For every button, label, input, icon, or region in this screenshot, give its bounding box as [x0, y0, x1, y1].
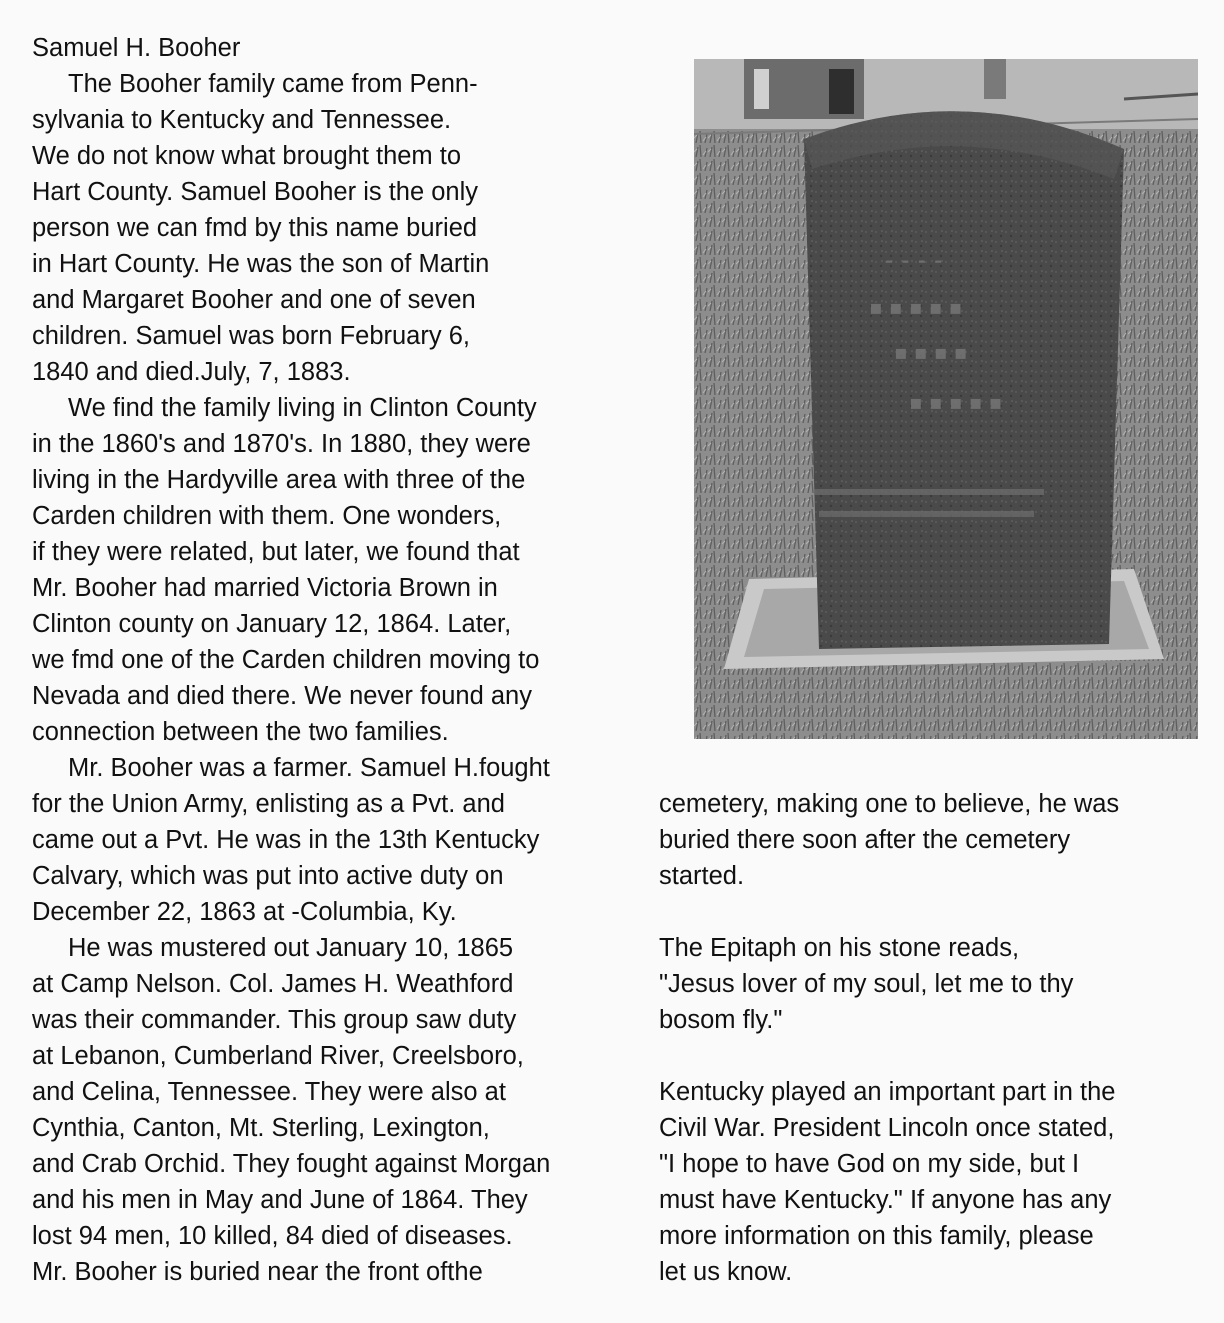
paragraph-line: connection between the two families. [32, 718, 449, 746]
paragraph-line: came out a Pvt. He was in the 13th Kentucky [32, 826, 540, 854]
paragraph-line: Mr. Booher is buried near the front ofthe [32, 1258, 483, 1286]
paragraph-line: Carden children with them. One wonders, [32, 502, 502, 530]
paragraph-line: lost 94 men, 10 killed, 84 died of diseases. [32, 1222, 513, 1250]
paragraph-line: and Celina, Tennessee. They were also at [32, 1078, 506, 1106]
paragraph-line: children. Samuel was born February 6, [32, 322, 470, 350]
paragraph-line [659, 894, 1219, 930]
paragraph-line: Nevada and died there. We never found any [32, 682, 532, 710]
paragraph-line: Civil War. President Lincoln once stated, [659, 1114, 1115, 1142]
paragraph-line: living in the Hardyville area with three of the [32, 466, 526, 494]
paragraph-line: person we can fmd by this name buried [32, 214, 478, 242]
paragraph-line: more information on this family, please [659, 1222, 1094, 1250]
paragraph-line: We do not know what brought them to [32, 142, 462, 170]
paragraph-line: He was mustered out January 10, 1865 [68, 934, 514, 962]
paragraph-line: and Margaret Booher and one of seven [32, 286, 476, 314]
paragraph-line: at Lebanon, Cumberland River, Creelsboro, [32, 1042, 524, 1070]
svg-text:▪ ▪ ▪ ▪ ▪: ▪ ▪ ▪ ▪ ▪ [869, 295, 963, 319]
svg-text:▪ ▪ ▪ ▪: ▪ ▪ ▪ ▪ [894, 340, 968, 364]
paragraph-line: "Jesus lover of my soul, let me to thy [659, 970, 1074, 998]
paragraph-line: cemetery, making one to believe, he was [659, 790, 1120, 818]
svg-text:⁃ ⁃ ⁃ ⁃: ⁃ ⁃ ⁃ ⁃ [884, 250, 944, 274]
paragraph-line: must have Kentucky." If anyone has any [659, 1186, 1112, 1214]
paragraph-line: The Booher family came from Penn- [68, 70, 478, 98]
paragraph-line: in the 1860's and 1870's. In 1880, they were [32, 430, 531, 458]
paragraph-line: bosom fly." [659, 1006, 783, 1034]
paragraph-line: was their commander. This group saw duty [32, 1006, 517, 1034]
gravestone-photo [694, 59, 1198, 739]
paragraph-line: 1840 and died.July, 7, 1883. [32, 358, 351, 386]
paragraph-line: started. [659, 862, 745, 890]
paragraph-line: let us know. [659, 1258, 793, 1286]
paragraph-line: Mr. Booher was a farmer. Samuel H.fought [68, 754, 550, 782]
paragraph-line: and Crab Orchid. They fought against Morgan [32, 1150, 551, 1178]
paragraph-line: Clinton county on January 12, 1864. Later, [32, 610, 512, 638]
paragraph-line: sylvania to Kentucky and Tennessee. [32, 106, 452, 134]
paragraph-line: We find the family living in Clinton County [68, 394, 537, 422]
paragraph-line: in Hart County. He was the son of Martin [32, 250, 490, 278]
paragraph-line: The Epitaph on his stone reads, [659, 934, 1020, 962]
paragraph-line [659, 1038, 1219, 1074]
paragraph-line: buried there soon after the cemetery [659, 826, 1071, 854]
paragraph-line: Cynthia, Canton, Mt. Sterling, Lexington, [32, 1114, 490, 1142]
paragraph-line: Mr. Booher had married Victoria Brown in [32, 574, 498, 602]
paragraph-line: if they were related, but later, we found that [32, 538, 520, 566]
article-title: Samuel H. Booher [32, 34, 241, 62]
left-column [32, 30, 672, 1290]
paragraph-line: Calvary, which was put into active duty on [32, 862, 504, 890]
paragraph-line: we fmd one of the Carden children moving to [32, 646, 540, 674]
paragraph-line: December 22, 1863 at -Columbia, Ky. [32, 898, 457, 926]
paragraph-line: Kentucky played an important part in the [659, 1078, 1116, 1106]
paragraph-line: and his men in May and June of 1864. They [32, 1186, 528, 1214]
paragraph-line: "I hope to have God on my side, but I [659, 1150, 1080, 1178]
svg-text:▪ ▪ ▪ ▪ ▪: ▪ ▪ ▪ ▪ ▪ [909, 390, 1003, 414]
paragraph-line: at Camp Nelson. Col. James H. Weathford [32, 970, 514, 998]
right-column [659, 786, 1219, 1290]
paragraph-line: for the Union Army, enlisting as a Pvt. and [32, 790, 505, 818]
paragraph-line: Hart County. Samuel Booher is the only [32, 178, 479, 206]
